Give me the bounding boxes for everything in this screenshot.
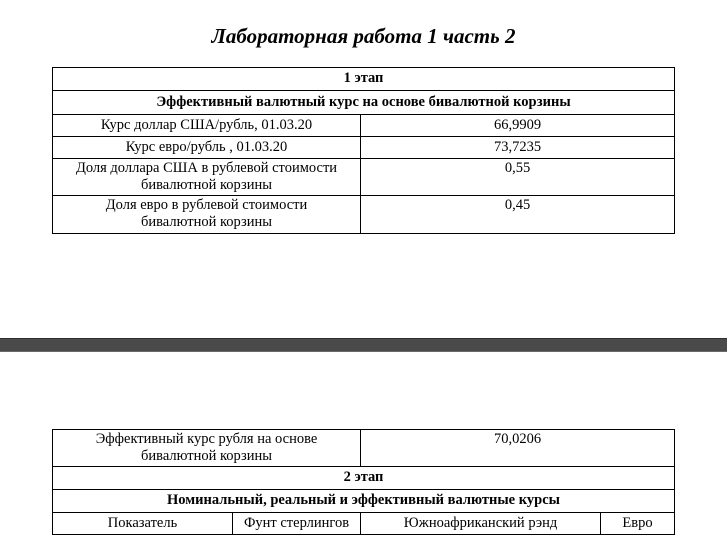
row-label: Курс доллар США/рубль, 01.03.20 bbox=[53, 115, 361, 137]
stage2-label: 2 этап bbox=[53, 467, 675, 490]
row-label: Доля доллара США в рублевой стоимости бивалютной корзины bbox=[53, 159, 361, 196]
column-header: Евро bbox=[601, 513, 675, 535]
column-header: Показатель bbox=[53, 513, 233, 535]
column-header: Фунт стерлингов bbox=[233, 513, 361, 535]
table-row bbox=[53, 196, 675, 234]
column-header: Южноафриканский рэнд bbox=[361, 513, 601, 535]
column-header-row bbox=[53, 513, 675, 535]
row-value: 66,9909 bbox=[361, 115, 675, 137]
stage1-label: 1 этап bbox=[53, 68, 675, 91]
page-gap bbox=[0, 338, 727, 352]
table-row bbox=[53, 115, 675, 137]
stage2-table bbox=[52, 429, 675, 535]
row-value: 0,55 bbox=[361, 159, 675, 196]
effective-rate-label: Эффективный курс рубля на основе бивалютной корзины bbox=[53, 430, 361, 467]
table-row bbox=[53, 430, 675, 467]
row-value: 0,45 bbox=[361, 196, 675, 234]
document-title: Лабораторная работа 1 часть 2 bbox=[211, 24, 516, 48]
row-label: Курс евро/рубль , 01.03.20 bbox=[53, 137, 361, 159]
page-2 bbox=[0, 352, 727, 531]
stage2-heading: Номинальный, реальный и эффективный валютные курсы bbox=[53, 490, 675, 513]
stage1-heading: Эффективный валютный курс на основе бивалютной корзины bbox=[53, 91, 675, 115]
table-row bbox=[53, 137, 675, 159]
stage1-table bbox=[52, 67, 675, 234]
effective-rate-value: 70,0206 bbox=[361, 430, 675, 467]
row-value: 73,7235 bbox=[361, 137, 675, 159]
row-label: Доля евро в рублевой стоимости бивалютной корзины bbox=[53, 196, 361, 234]
table-row bbox=[53, 159, 675, 196]
